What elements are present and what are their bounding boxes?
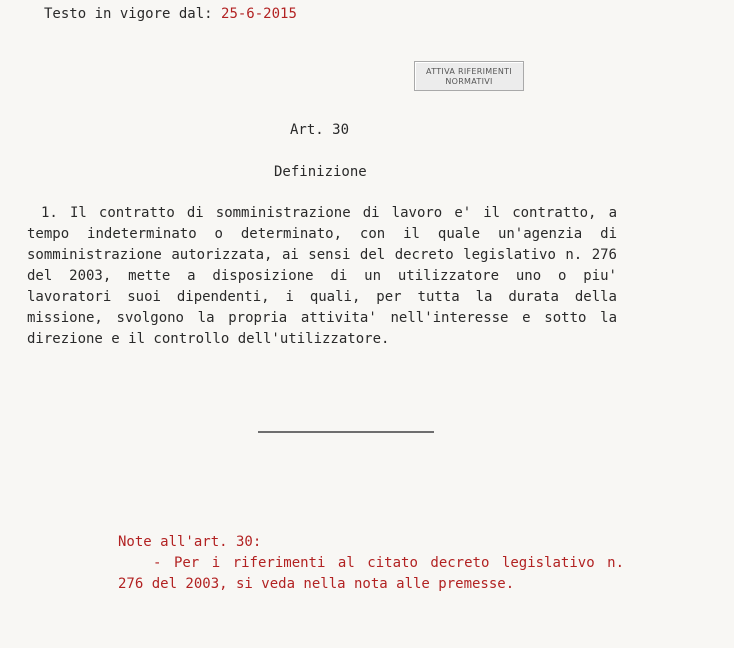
article-line: missione, svolgono la propria attivita' nell'interesse e sotto la (27, 310, 617, 326)
notes-line: 276 del 2003, si veda nella nota alle premesse. (118, 576, 515, 592)
article-heading: Definizione (274, 164, 367, 180)
separator-rule (258, 431, 434, 433)
in-force-label: Testo in vigore dal: (44, 6, 222, 22)
article-notes (118, 532, 624, 595)
in-force-line (44, 4, 297, 24)
activate-references-label-line2: NORMATIVI (445, 77, 493, 86)
article-line: 1. Il contratto di somministrazione di lavoro e' il contratto, a (41, 205, 617, 221)
article-line: tempo indeterminato o determinato, con il quale un'agenzia di (27, 226, 617, 242)
article-line: direzione e il controllo dell'utilizzatore. (27, 331, 390, 347)
article-line: del 2003, mette a disposizione di un utilizzatore uno o piu' (27, 268, 617, 284)
article-line: lavoratori suoi dipendenti, i quali, per tutta la durata della (27, 289, 617, 305)
activate-references-label-line1: ATTIVA RIFERIMENTI (426, 67, 512, 76)
notes-line: - Per i riferimenti al citato decreto legislativo n. (153, 555, 624, 571)
article-body (27, 203, 617, 350)
in-force-date: 25-6-2015 (221, 6, 297, 22)
article-line: somministrazione autorizzata, ai sensi del decreto legislativo n. 276 (27, 247, 617, 263)
notes-title: Note all'art. 30: (118, 534, 262, 550)
article-number: Art. 30 (290, 122, 350, 138)
activate-references-button[interactable] (414, 61, 524, 91)
